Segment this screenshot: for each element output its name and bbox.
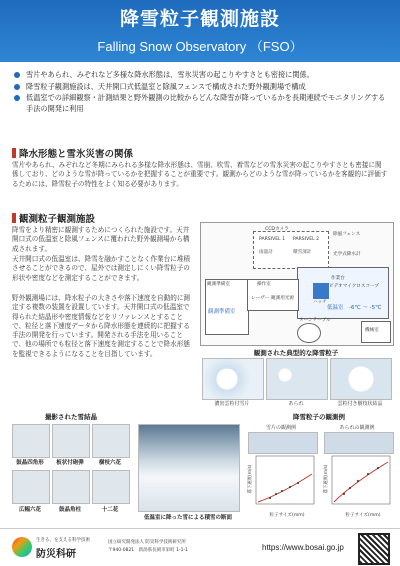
chart-ylabel: 落下速度(m/s) — [248, 464, 253, 494]
photo-aggregate-2 — [266, 358, 328, 400]
bullet-item: 雪片やあられ、みぞれなど多様な降水形態は、雪氷災害の起こりやすさとも密接に関係。 — [12, 70, 392, 81]
photo-crystal-4 — [12, 470, 50, 504]
photo-crystal-3 — [92, 424, 130, 458]
snowcover-caption: 低温室に降った雪による積雪の断面 — [143, 515, 232, 521]
chart-right-title: あられの観測例 — [339, 425, 375, 431]
photo-aggregate-1 — [202, 358, 264, 400]
diagram-label: ビデオマイクロスコープ — [329, 284, 380, 289]
photo-crystal-1 — [12, 424, 50, 458]
chart-point — [275, 493, 277, 495]
section1-heading: 降水形態と雪氷災害の関係 — [12, 146, 133, 160]
chart-point — [289, 486, 291, 488]
photo-aggregate-3 — [330, 358, 392, 400]
footer — [0, 528, 400, 566]
photo-snowflake-sample — [248, 432, 318, 454]
chart-ylabel: 落下速度(m/s) — [324, 464, 329, 494]
bullet-dot-icon — [14, 95, 20, 101]
hatch-icon — [313, 283, 329, 299]
aggregate-caption: 濃密雲粒付雪片 — [214, 401, 250, 407]
charts-title: 降雪粒子の観測例 — [293, 413, 345, 421]
logo-icon — [12, 537, 32, 557]
footer-org-name: 防災科研 — [36, 549, 76, 560]
diagram-label: 積雪深計 — [293, 250, 312, 255]
diagram-label: 操作室 — [257, 282, 271, 287]
qr-code-icon — [358, 533, 390, 565]
bullet-item: 低温室での詳細観察・計測結果と野外観測の比較からどんな降雪が降っているかを長期連続でモニタリングする手法の開発に利用 — [12, 93, 392, 114]
crystal-name: 樹枝六花 — [98, 460, 121, 466]
chart-point — [367, 473, 369, 475]
diagram-label: 作業台 — [331, 276, 345, 281]
heading-bar-icon — [12, 148, 16, 158]
photo-graupel-sample — [324, 432, 394, 454]
bullet-dot-icon — [14, 72, 20, 78]
crystals-title: 撮影された雪結晶 — [45, 413, 97, 421]
crystal-name: 十二花 — [101, 507, 119, 513]
diagram-label: ターンテーブル — [299, 318, 331, 323]
photo-crystal-6 — [92, 470, 130, 504]
diagram-label: CCDカメラ — [265, 227, 289, 232]
diagram-label: 光学式降水計 — [333, 252, 361, 257]
crystal-name: 板状付砲弾 — [56, 460, 84, 466]
summary-bullets — [12, 70, 392, 115]
cold-room-label: 低温室 -6℃ ～ -5℃ — [327, 305, 382, 311]
chart-point — [349, 487, 351, 489]
chart-xlabel: 粒子サイズ(mm) — [345, 513, 381, 518]
page-subtitle: Falling Snow Observatory （FSO） — [97, 39, 303, 54]
chart-point — [357, 480, 359, 482]
diagram-label: PARSIVEL 1 — [259, 237, 286, 242]
heading-bar-icon — [12, 213, 16, 223]
chart-graupel — [322, 454, 394, 516]
diagram-label: 機械室 — [365, 328, 379, 333]
aggregates-title: 観測された典型的な降雪粒子 — [253, 349, 339, 357]
diagram-label: レーザー — [251, 296, 270, 301]
page-title: 降雪粒子観測施設 — [119, 8, 280, 30]
chart-point — [281, 490, 283, 492]
diagram-label: PARSIVEL 2 — [293, 237, 320, 242]
footer-url[interactable]: https://www.bosai.go.jp — [262, 543, 344, 552]
chart-snowflake — [246, 454, 318, 516]
chart-left-title: 雪片の観測例 — [265, 425, 296, 431]
photo-crystal-2 — [52, 424, 90, 458]
footer-tagline: 生きる、を支える科学技術 — [36, 538, 90, 543]
chart-frame — [256, 456, 314, 504]
facility-diagram — [200, 222, 394, 346]
crystal-name: 鼓晶角柱 — [58, 507, 81, 513]
chart-point — [343, 493, 345, 495]
header-band — [0, 0, 400, 62]
chart-point — [269, 497, 271, 499]
section2-para2: 天井開口式の低温室は、降雪を融かすことなく作業台に堆積させることができるので、屋外では測定しにくい降雪粒子の形状や密度などを測定することができます。 — [12, 255, 191, 282]
photo-crystal-5 — [52, 470, 90, 504]
diagram-label: 雨量計 — [259, 250, 273, 255]
section2-para3: 野外観測場には、降水粒子の大きさや落下速度を自動的に測定する複数の装置を設置しています。天井開口式の低温室で得られた結晶形や密度情報などをリファレンスとすることで、粒径と落下速度データから降水形態を連続的に把握する手法の開発を行っています。開発される手法を用いることで、他の場所でも粒径と落下速度を測定することで降水形態を監視できるようになることを目指しています。 — [12, 294, 191, 358]
crystal-name: 広幅六花 — [18, 507, 41, 513]
section1-text: 雪片やあられ、みぞれなど冬期にみられる多様な降水形態は、雪崩、吹雪、着雪などの雪氷災害の起こりやすさとも密接に関係しており、どのような雪が降っているかを把握することが重要です。観測からどのような雪が降っているかを客観的に評価するためには、降雪粒子の特性をよく知る必要があります。 — [12, 161, 388, 188]
chart-point — [297, 482, 299, 484]
prep-room-label: 観測準備室 — [208, 309, 236, 315]
chart-point — [377, 467, 379, 469]
turntable-icon — [297, 323, 321, 343]
footer-address-1: 国立研究開発法人 防災科学技術研究所 — [108, 540, 186, 545]
photo-snow-cover — [138, 424, 240, 512]
diagram-label: 観測用光源 — [271, 296, 294, 301]
bullet-item: 降雪粒子観測施設は、天井開口式低温室と除風フェンスで構成された野外観測場で構成 — [12, 82, 392, 93]
footer-address-2: 〒940-0821 新潟県長岡市栄町 1-1-1 — [108, 548, 188, 553]
aggregate-caption: 雲粒付き樹枝状結晶 — [337, 401, 383, 407]
section2-heading: 観測粒子観測施設 — [12, 211, 95, 225]
diagram-label: 除風フェンス — [333, 232, 361, 237]
aggregate-caption: あられ — [288, 401, 304, 407]
crystal-name: 鼓晶四角形 — [16, 460, 44, 466]
chart-xlabel: 粒子サイズ(mm) — [269, 513, 305, 518]
bullet-dot-icon — [14, 84, 20, 90]
section2-para1: 降雪をより精密に観測するためにつくられた施設です。天井開口式の低温室と除風フェンスに覆われた野外観測場から構成されます。 — [12, 226, 190, 253]
diagram-label: 観測準備室 — [207, 282, 230, 287]
diagram-label: ハッチ — [313, 300, 327, 305]
